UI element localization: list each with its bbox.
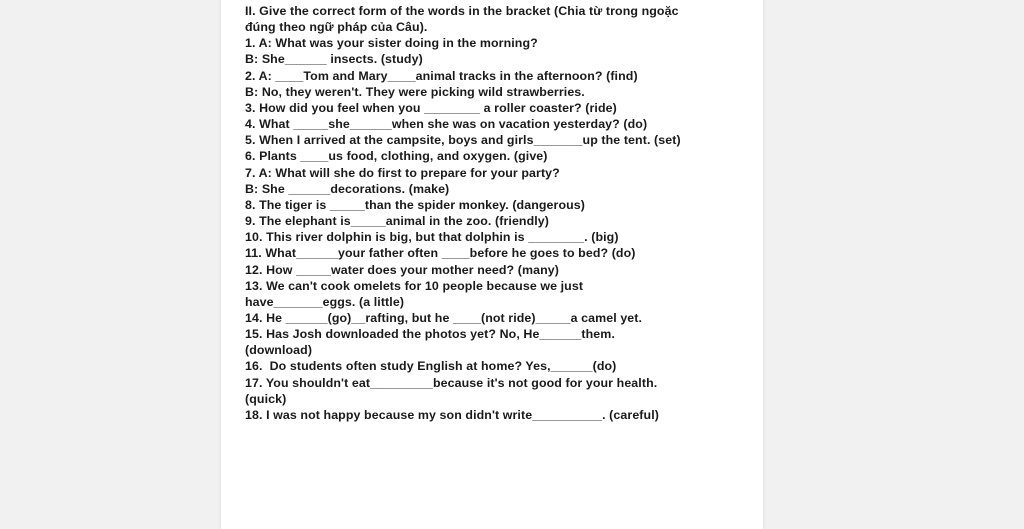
exercise-line: 9. The elephant is_____animal in the zoo. (friendly) xyxy=(245,214,550,229)
exercise-line: 5. When I arrived at the campsite, boys and girls_______up the tent. (set) xyxy=(245,133,681,148)
exercise-line: 2. A: ____Tom and Mary____animal tracks in the afternoon? (find) xyxy=(245,68,638,83)
exercise-line: 13. We can't cook omelets for 10 people because we just xyxy=(245,278,584,293)
exercise-line: (download) xyxy=(245,343,313,358)
exercise-line: 15. Has Josh downloaded the photos yet? No, He______them. xyxy=(245,327,615,342)
exercise-line: B: She ______decorations. (make) xyxy=(245,181,450,196)
exercise-heading-continued: đúng theo ngữ pháp của Câu). xyxy=(245,20,428,35)
exercise-line: have_______eggs. (a little) xyxy=(245,294,405,309)
exercise-line: B: She______ insects. (study) xyxy=(245,52,423,67)
exercise-line: 10. This river dolphin is big, but that dolphin is ________. (big) xyxy=(245,230,619,245)
exercise-line: B: No, they weren't. They were picking wild strawberries. xyxy=(245,84,585,99)
exercise-line: 16. Do students often study English at home? Yes,______(do) xyxy=(245,359,617,374)
exercise-line: 17. You shouldn't eat_________because it's not good for your health. xyxy=(245,375,658,390)
exercise-line: 4. What _____she______when she was on vacation yesterday? (do) xyxy=(245,117,648,132)
exercise-line: 14. He ______(go)__rafting, but he ____(not ride)_____a camel yet. xyxy=(245,310,643,325)
exercise-line: 1. A: What was your sister doing in the morning? xyxy=(245,36,538,51)
exercise-line: 11. What______your father often ____before he goes to bed? (do) xyxy=(245,246,636,261)
exercise-text xyxy=(245,3,757,423)
exercise-line: 6. Plants ____us food, clothing, and oxygen. (give) xyxy=(245,149,548,164)
exercise-line: 18. I was not happy because my son didn't write__________. (careful) xyxy=(245,407,659,422)
exercise-line: 8. The tiger is _____than the spider monkey. (dangerous) xyxy=(245,197,586,212)
exercise-heading: II. Give the correct form of the words in the bracket (Chia từ trong ngoặc xyxy=(245,4,679,18)
document-page xyxy=(221,0,763,529)
exercise-line: 3. How did you feel when you ________ a roller coaster? (ride) xyxy=(245,100,617,115)
exercise-line: (quick) xyxy=(245,391,287,406)
exercise-line: 12. How _____water does your mother need? (many) xyxy=(245,262,559,277)
exercise-line: 7. A: What will she do first to prepare for your party? xyxy=(245,165,560,180)
